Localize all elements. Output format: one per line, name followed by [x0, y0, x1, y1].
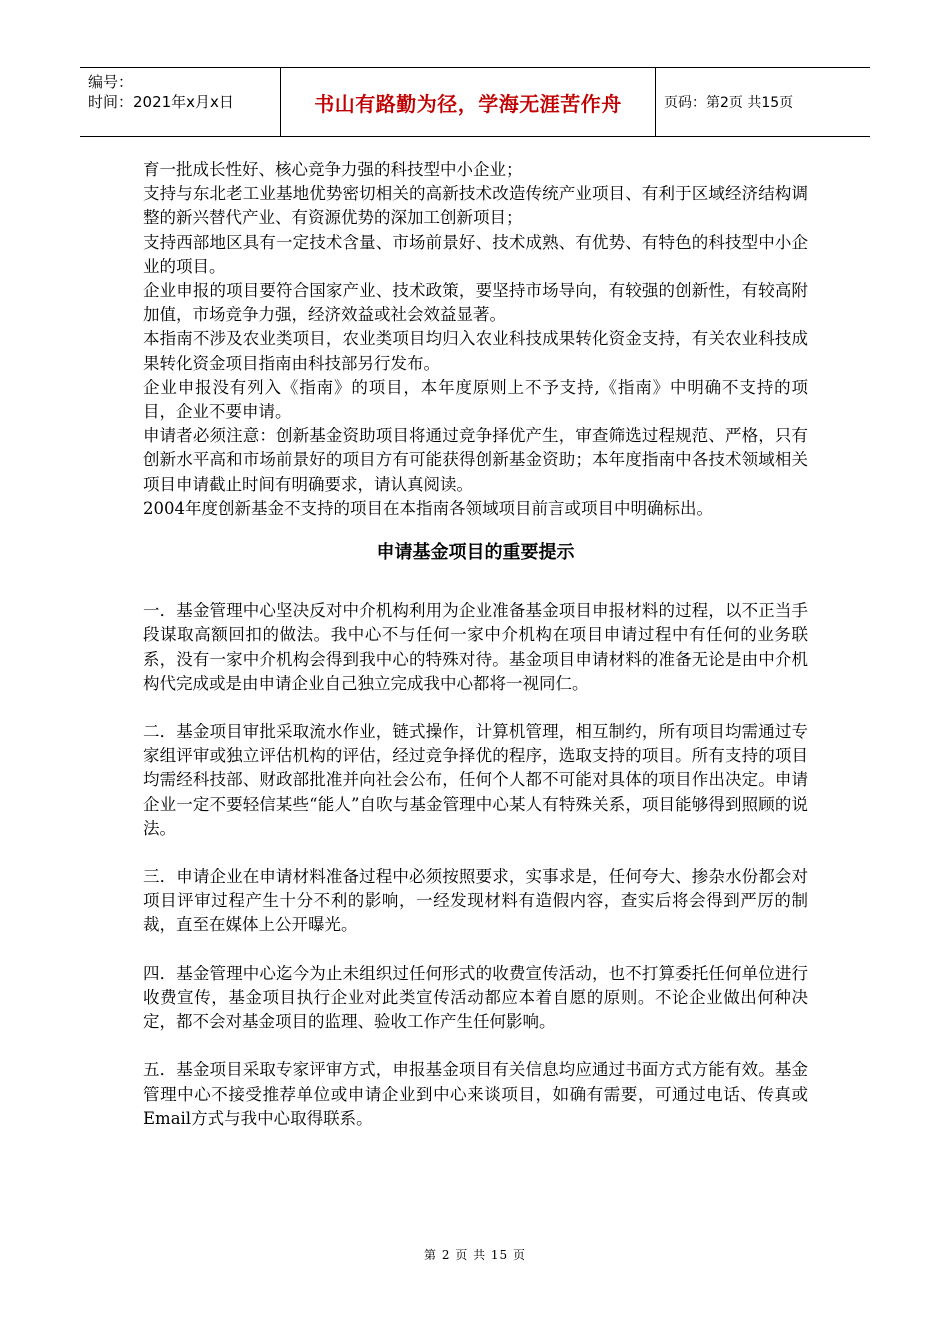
- intro-paragraph: 育一批成长性好、核心竞争力强的科技型中小企业；: [143, 160, 523, 179]
- tip-paragraph: 四．基金管理中心迄今为止未组织过任何形式的收费宣传活动，也不打算委托任何单位进行收费宣传，基金项目执行企业对此类宣传活动都应本着自愿的原则。不论企业做出何种决定，都不会对基金项目的监理、验收工作产生任何影响。: [143, 963, 808, 1032]
- document-body: [143, 158, 808, 1155]
- intro-paragraph: 企业申报的项目要符合国家产业、技术政策，要坚持市场导向，有较强的创新性，有较高附加值，市场竞争力强，经济效益或社会效益显著。: [143, 281, 808, 325]
- header-page-info: 页码：第2页 共15页: [664, 95, 794, 111]
- header-meta: [80, 68, 281, 136]
- tip-paragraph: 三．申请企业在申请材料准备过程中必须按照要求，实事求是，任何夸大、掺杂水份都会对项目评审过程产生十分不利的影响，一经发现材料有造假内容，查实后将会得到严厉的制裁，直至在媒体上公开曝光。: [143, 867, 808, 935]
- intro-paragraph: 企业申报没有列入《指南》的项目，本年度原则上不予支持,《指南》中明确不支持的项目，企业不要申请。: [143, 377, 808, 422]
- page-footer: 第 2 页 共 15 页: [424, 1248, 526, 1262]
- document-date: 时间：2021年x月x日: [88, 93, 234, 111]
- document-number-label: 编号：: [88, 73, 134, 91]
- intro-paragraph: 支持西部地区具有一定技术含量、市场前景好、技术成熟、有优势、有特色的科技型中小企业的项目。: [143, 232, 808, 276]
- intro-paragraph: 本指南不涉及农业类项目，农业类项目均归入农业科技成果转化资金支持，有关农业科技成果转化资金项目指南由科技部另行发布。: [143, 329, 808, 373]
- page-header: [80, 67, 870, 137]
- intro-paragraph: 申请者必须注意：创新基金资助项目将通过竞争择优产生，审查筛选过程规范、严格，只有创新水平高和市场前景好的项目方有可能获得创新基金资助；本年度指南中各技术领域相关项目申请截止时间有明确要求，请认真阅读。: [143, 426, 808, 494]
- tip-paragraph: 五．基金项目采取专家评审方式，申报基金项目有关信息均应通过书面方式方能有效。基金管理中心不接受推荐单位或申请企业到中心来谈项目，如确有需要，可通过电话、传真或Email方式与我中心取得联系。: [143, 1060, 808, 1128]
- intro-paragraph: 2004年度创新基金不支持的项目在本指南各领域项目前言或项目中明确标出。: [143, 498, 713, 518]
- section-title: 申请基金项目的重要提示: [376, 542, 575, 564]
- intro-paragraph: 支持与东北老工业基地优势密切相关的高新技术改造传统产业项目、有利于区域经济结构调整的新兴替代产业、有资源优势的深加工创新项目；: [143, 184, 808, 228]
- tip-paragraph: 一．基金管理中心坚决反对中介机构利用为企业准备基金项目申报材料的过程，以不正当手段谋取高额回扣的做法。我中心不与任何一家中介机构在项目申请过程中有任何的业务联系，没有一家中介机构会得到我中心的特殊对待。基金项目申请材料的准备无论是由中介机构代完成或是由申请企业自己独立完成我中心都将一视同仁。: [143, 601, 808, 693]
- tip-paragraph: 二．基金项目审批采取流水作业，链式操作，计算机管理，相互制约，所有项目均需通过专家组评审或独立评估机构的评估，经过竞争择优的程序，选取支持的项目。所有支持的项目均需经科技部、财政部批准并向社会公布，任何个人都不可能对具体的项目作出决定。申请企业一定不要轻信某些“能人”自吹与基金管理中心某人有特殊关系，项目能够得到照顾的说法。: [143, 722, 808, 838]
- header-motto: 书山有路勤为径，学海无涯苦作舟: [281, 68, 656, 136]
